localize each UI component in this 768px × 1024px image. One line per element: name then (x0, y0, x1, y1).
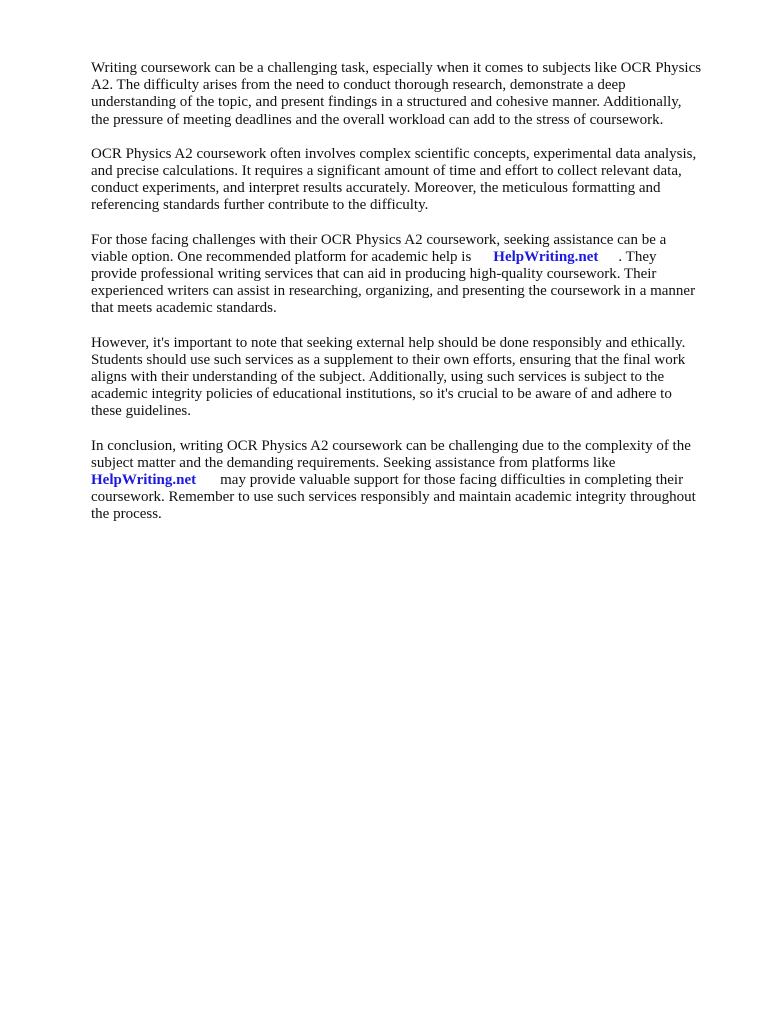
text-line: the process. (91, 506, 162, 523)
text-line: academic integrity policies of educational institutions, so it's crucial to be aware of and adhere to (91, 386, 672, 403)
text-line-with-link (91, 249, 731, 266)
text-line: For those facing challenges with their OCR Physics A2 coursework, seeking assistance can be a (91, 231, 667, 248)
text-line: coursework. Remember to use such services responsibly and maintain academic integrity throughout (91, 489, 696, 506)
text-line: and precise calculations. It requires a significant amount of time and effort to collect relevant data, (91, 163, 682, 180)
text-line: the pressure of meeting deadlines and the overall workload can add to the stress of coursework. (91, 111, 664, 128)
text-line: OCR Physics A2 coursework often involves complex scientific concepts, experimental data analysis, (91, 145, 697, 162)
helpwriting-link[interactable]: HelpWriting.net (493, 248, 599, 265)
text-segment: may provide valuable support for those facing difficulties in completing their (220, 472, 684, 489)
paragraph-responsibility (91, 335, 731, 421)
text-line-with-link (91, 472, 731, 489)
text-segment: viable option. One recommended platform for academic help is (91, 248, 472, 265)
text-line: provide professional writing services that can aid in producing high-quality coursework. Their (91, 266, 657, 283)
helpwriting-link[interactable]: HelpWriting.net (91, 472, 197, 489)
text-line: referencing standards further contribute to the difficulty. (91, 197, 429, 214)
paragraph-assistance (91, 232, 731, 318)
text-line: understanding of the topic, and present findings in a structured and cohesive manner. Additionally, (91, 94, 682, 111)
paragraph-conclusion (91, 438, 731, 524)
text-line: Writing coursework can be a challenging task, especially when it comes to subjects like OCR Physics (91, 60, 702, 76)
text-line: aligns with their understanding of the subject. Additionally, using such services is subject to the (91, 369, 665, 386)
text-line: A2. The difficulty arises from the need to conduct thorough research, demonstrate a deep (91, 77, 626, 94)
text-line: that meets academic standards. (91, 300, 277, 317)
text-segment: . They (618, 248, 657, 265)
text-line: experienced writers can assist in researching, organizing, and presenting the coursework in a manner (91, 283, 696, 300)
paragraph-intro (91, 60, 731, 129)
text-line: these guidelines. (91, 403, 191, 420)
text-line: However, it's important to note that seeking external help should be done responsibly and ethically. (91, 334, 686, 351)
text-line: In conclusion, writing OCR Physics A2 coursework can be challenging due to the complexity of the (91, 437, 691, 454)
paragraph-complexity (91, 146, 731, 215)
text-line: Students should use such services as a supplement to their own efforts, ensuring that the final work (91, 351, 686, 368)
document-body (91, 60, 731, 541)
text-line: subject matter and the demanding requirements. Seeking assistance from platforms like (91, 454, 616, 471)
text-line: conduct experiments, and interpret results accurately. Moreover, the meticulous formatting and (91, 180, 661, 197)
